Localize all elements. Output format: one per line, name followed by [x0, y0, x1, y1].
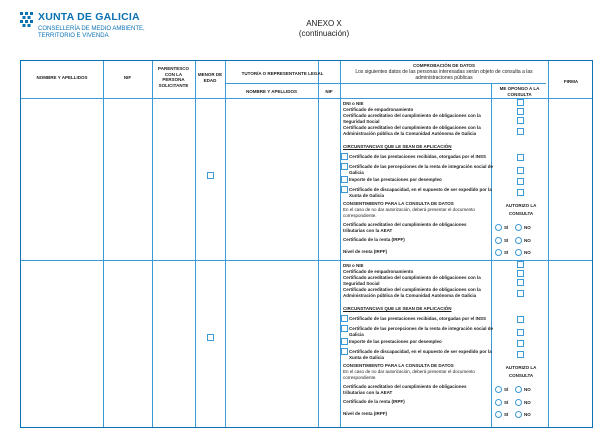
- oppose-checkbox[interactable]: [517, 351, 524, 358]
- no-radio[interactable]: [515, 249, 522, 256]
- yes-radio[interactable]: [495, 411, 502, 418]
- col-header-minor: MENOR DE EDAD: [197, 72, 223, 83]
- yes-label: SÍ: [504, 238, 509, 243]
- table-row: [21, 260, 592, 426]
- consent-item-aeat: Certificado acreditativo del cumplimiento de obligaciones tributarias con la AEAT: [343, 222, 467, 233]
- no-radio[interactable]: [515, 237, 522, 244]
- authorize-label: AUTORIZO LA CONSULTA: [505, 365, 537, 378]
- consent-item-income: Certificado de la renta (IRPF): [343, 399, 405, 404]
- circumstance-checkbox[interactable]: [341, 348, 348, 355]
- title-continuation: (continuación): [298, 29, 350, 38]
- consent-item-income-level: Nivel de renta (IRPF): [343, 249, 388, 254]
- col-header-guardian-names: NOMBRE Y APELLIDOS: [246, 89, 297, 94]
- yes-label: SÍ: [504, 250, 509, 255]
- brand-name: XUNTA DE GALICIA: [38, 11, 140, 23]
- col-header-guardian: TUTORÍA O REPRESENTANTE LEGAL: [241, 71, 324, 76]
- xunta-logo: [20, 10, 160, 58]
- yes-radio[interactable]: [495, 399, 502, 406]
- circumstance-unemployment: Importe de las prestaciones por desempleo: [349, 339, 442, 344]
- oppose-checkbox[interactable]: [517, 178, 524, 185]
- yes-radio[interactable]: [495, 224, 502, 231]
- yes-label: SÍ: [504, 400, 509, 405]
- page-header: [20, 8, 600, 60]
- consent-item-income-level: Nivel de renta (IRPF): [343, 411, 388, 416]
- verification-item-dni: DNI o NIE: [343, 101, 364, 106]
- no-label: NO: [524, 400, 531, 405]
- yes-label: SÍ: [504, 225, 509, 230]
- verification-title: COMPROBACIÓN DE DATOS: [412, 63, 476, 68]
- oppose-checkbox[interactable]: [517, 290, 524, 297]
- circumstance-checkbox[interactable]: [341, 163, 348, 170]
- col-header-signature: FIRMA: [563, 79, 579, 84]
- oppose-checkbox[interactable]: [517, 316, 524, 323]
- verification-item-census: Certificado de empadronamiento: [343, 269, 414, 274]
- circumstance-risga: Certificado de las percepciones de la renta de integración social de Galicia: [349, 326, 494, 337]
- oppose-checkbox[interactable]: [517, 279, 524, 286]
- oppose-checkbox[interactable]: [517, 270, 524, 277]
- yes-radio[interactable]: [495, 386, 502, 393]
- verification-description: Los siguientes datos de las personas interesadas serán objeto de consulta a las administraciones públicas: [355, 68, 533, 81]
- verification-item-regional-admin: Certificado acreditativo del cumplimiento de obligaciones con la Administración pública de la Comunidad Autónoma de Galicia: [343, 125, 481, 136]
- yes-radio[interactable]: [495, 249, 502, 256]
- verification-item-dni: DNI o NIE: [343, 263, 364, 268]
- xunta-emblem-icon: [20, 12, 34, 30]
- consent-description: En el caso de no dar autorización, deberá presentar el documento correspondiente.: [343, 207, 475, 218]
- col-header-relationship: PARENTESCO CON LA PERSONA SOLICITANTE: [158, 66, 189, 88]
- data-table: [20, 60, 593, 428]
- no-label: NO: [524, 238, 531, 243]
- department-name: CONSELLERÍA DE MEDIO AMBIENTE, TERRITORIO E VIVENDA: [38, 26, 145, 39]
- no-label: NO: [524, 387, 531, 392]
- yes-label: SÍ: [504, 412, 509, 417]
- oppose-checkbox[interactable]: [517, 167, 524, 174]
- col-header-nif: NIF: [123, 75, 132, 80]
- consent-description: En el caso de no dar autorización, deberá presentar el documento correspondiente.: [343, 369, 475, 380]
- oppose-checkbox[interactable]: [517, 154, 524, 161]
- no-radio[interactable]: [515, 386, 522, 393]
- table-row: [21, 98, 592, 260]
- no-label: NO: [524, 250, 531, 255]
- verification-item-social-security: Certificado acreditativo del cumplimiento de obligaciones con la Seguridad Social: [343, 275, 481, 286]
- circumstance-disability: Certificado de discapacidad, en el supuesto de ser expedido por la Xunta de Galicia: [349, 187, 492, 198]
- circumstance-checkbox[interactable]: [341, 338, 348, 345]
- minor-checkbox[interactable]: [207, 334, 214, 341]
- oppose-checkbox[interactable]: [517, 340, 524, 347]
- col-header-names: NOMBRE Y APELLIDOS: [36, 75, 88, 80]
- circumstance-unemployment: Importe de las prestaciones por desempleo: [349, 177, 442, 182]
- verification-item-social-security: Certificado acreditativo del cumplimiento de obligaciones con la Seguridad Social: [343, 113, 481, 124]
- circumstance-inss: Certificado de las prestaciones recibidas, otorgadas por el INSS: [349, 316, 487, 321]
- oppose-checkbox[interactable]: [517, 99, 524, 106]
- circumstance-disability: Certificado de discapacidad, en el supuesto de ser expedido por la Xunta de Galicia: [349, 349, 492, 360]
- circumstance-checkbox[interactable]: [341, 325, 348, 332]
- yes-radio[interactable]: [495, 237, 502, 244]
- verification-item-regional-admin: Certificado acreditativo del cumplimiento de obligaciones con la Administración pública de la Comunidad Autónoma de Galicia: [343, 287, 481, 298]
- minor-checkbox[interactable]: [207, 172, 214, 179]
- no-radio[interactable]: [515, 411, 522, 418]
- circumstances-title: CIRCUNSTANCIAS QUE LE SEAN DE APLICACIÓN: [343, 306, 452, 311]
- oppose-checkbox[interactable]: [517, 108, 524, 115]
- oppose-checkbox[interactable]: [517, 117, 524, 124]
- col-header-verification: [340, 63, 548, 81]
- verification-item-census: Certificado de empadronamiento: [343, 107, 414, 112]
- consent-item-aeat: Certificado acreditativo del cumplimiento de obligaciones tributarias con la AEAT: [343, 384, 467, 395]
- circumstance-checkbox[interactable]: [341, 153, 348, 160]
- oppose-checkbox[interactable]: [517, 261, 524, 268]
- no-label: NO: [524, 412, 531, 417]
- consent-item-income: Certificado de la renta (IRPF): [343, 237, 405, 242]
- page-title: [272, 19, 376, 39]
- consent-title: CONSENTIMIENTO PARA LA CONSULTA DE DATOS: [343, 201, 454, 206]
- no-radio[interactable]: [515, 224, 522, 231]
- authorize-label: AUTORIZO LA CONSULTA: [505, 203, 537, 216]
- col-header-oppose: ME OPONGO A LA CONSULTA: [499, 86, 540, 97]
- col-header-guardian-nif: NIF: [325, 89, 333, 94]
- title-annex: ANEXO X: [306, 19, 342, 28]
- circumstance-checkbox[interactable]: [341, 186, 348, 193]
- no-label: NO: [524, 225, 531, 230]
- row-divider: [225, 83, 546, 84]
- consent-title: CONSENTIMIENTO PARA LA CONSULTA DE DATOS: [343, 363, 454, 368]
- no-radio[interactable]: [515, 399, 522, 406]
- circumstances-title: CIRCUNSTANCIAS QUE LE SEAN DE APLICACIÓN: [343, 144, 452, 149]
- yes-label: SÍ: [504, 387, 509, 392]
- circumstance-checkbox[interactable]: [341, 176, 348, 183]
- oppose-checkbox[interactable]: [517, 128, 524, 135]
- circumstance-inss: Certificado de las prestaciones recibidas, otorgadas por el INSS: [349, 154, 487, 159]
- circumstance-risga: Certificado de las percepciones de la renta de integración social de Galicia: [349, 164, 494, 175]
- oppose-checkbox[interactable]: [517, 189, 524, 196]
- circumstance-checkbox[interactable]: [341, 315, 348, 322]
- oppose-checkbox[interactable]: [517, 329, 524, 336]
